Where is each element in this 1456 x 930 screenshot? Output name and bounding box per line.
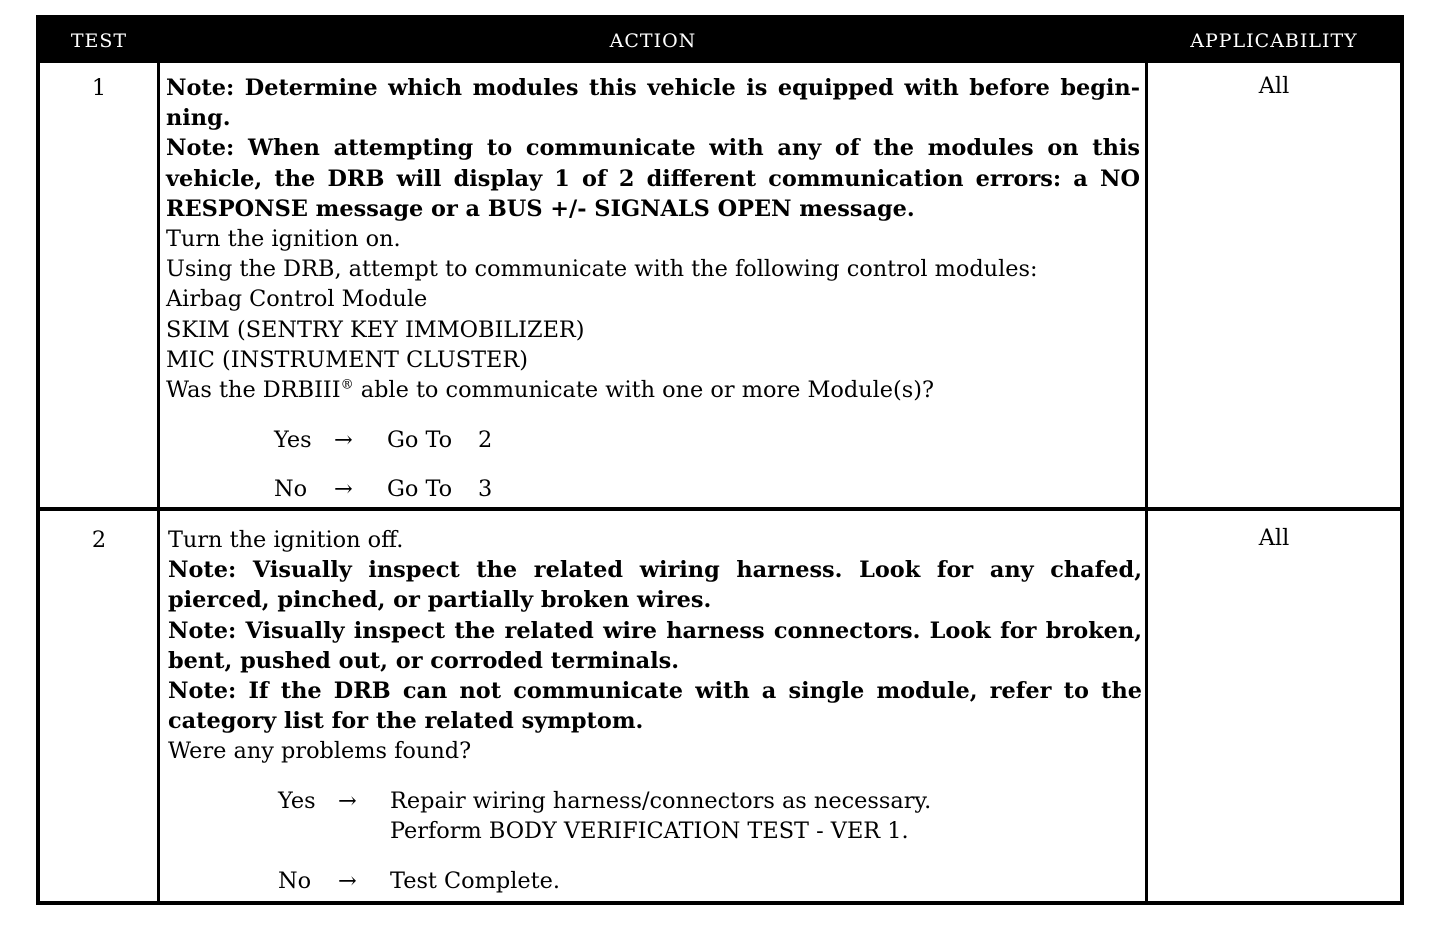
note-line: Note: Determine which modules this vehicle is equipped with before begin- [166, 75, 1140, 101]
arrow-icon: → [338, 787, 357, 814]
question-prefix: Was the DRBIII [166, 377, 341, 404]
note-line: category list for the related symptom. [168, 708, 644, 735]
test-number: 1 [91, 75, 107, 101]
instruction-line: Turn the ignition off. [168, 527, 404, 553]
note-line: bent, pushed out, or corroded terminals. [168, 647, 680, 674]
choice-yes [166, 425, 1140, 455]
arrow-icon: → [338, 867, 357, 894]
question-line [166, 375, 1140, 405]
choice-result: Perform BODY VERIFICATION TEST - VER 1. [390, 817, 909, 844]
instruction-line: Using the DRB, attempt to communicate with the following control modules: [166, 256, 1038, 283]
choice-result: Go To [387, 476, 453, 503]
diagnostic-table [36, 15, 1404, 905]
choice-result: Repair wiring harness/connectors as necessary. [390, 787, 932, 814]
table-header [40, 19, 1400, 63]
choice-no [168, 866, 1142, 896]
question-suffix: able to communicate with one or more Module(s)? [353, 377, 935, 404]
note-line: RESPONSE message or a BUS +/- SIGNALS OPEN message. [166, 195, 915, 222]
choice-label: No [274, 476, 308, 503]
note-line: Note: When attempting to communicate with any of the modules on this [166, 135, 1140, 162]
instruction-line: Turn the ignition on. [166, 226, 401, 253]
arrow-icon: → [334, 427, 353, 454]
registered-mark: ® [340, 377, 354, 393]
question-line: Were any problems found? [168, 738, 472, 765]
goto-target: 3 [478, 476, 493, 503]
choice-yes-continued [168, 816, 1142, 846]
note-line: pierced, pinched, or partially broken wires. [168, 587, 712, 614]
choice-result: Go To [387, 427, 453, 454]
note-line: Note: Visually inspect the related wire harness connectors. Look for broken, [168, 617, 1142, 644]
test-number: 2 [91, 527, 107, 553]
header-test: TEST [70, 30, 128, 52]
choice-result: Test Complete. [390, 867, 561, 894]
column-divider-test [157, 63, 160, 901]
module-line: MIC (INSTRUMENT CLUSTER) [166, 346, 528, 373]
note-line: vehicle, the DRB will display 1 of 2 different communication errors: a NO [166, 165, 1140, 192]
action-text [166, 73, 1140, 504]
module-line: Airbag Control Module [166, 286, 428, 313]
choice-label: No [278, 867, 312, 894]
row-divider [40, 507, 1400, 511]
column-divider-action [1145, 63, 1148, 901]
action-text [168, 525, 1142, 896]
note-line: Note: Visually inspect the related wiring harness. Look for any chafed, [168, 557, 1142, 584]
applicability-value: All [1258, 525, 1290, 551]
header-action: ACTION [609, 30, 697, 52]
choice-label: Yes [274, 427, 312, 454]
applicability-value: All [1258, 73, 1290, 99]
arrow-icon: → [334, 476, 353, 503]
choice-no [166, 474, 1140, 504]
note-line: ning. [166, 105, 231, 132]
choice-yes [168, 786, 1142, 816]
module-line: SKIM (SENTRY KEY IMMOBILIZER) [166, 316, 585, 343]
goto-target: 2 [478, 427, 493, 454]
header-applicability: APPLICABILITY [1190, 30, 1358, 52]
choice-label: Yes [278, 787, 316, 814]
note-line: Note: If the DRB can not communicate with a single module, refer to the [168, 678, 1142, 705]
